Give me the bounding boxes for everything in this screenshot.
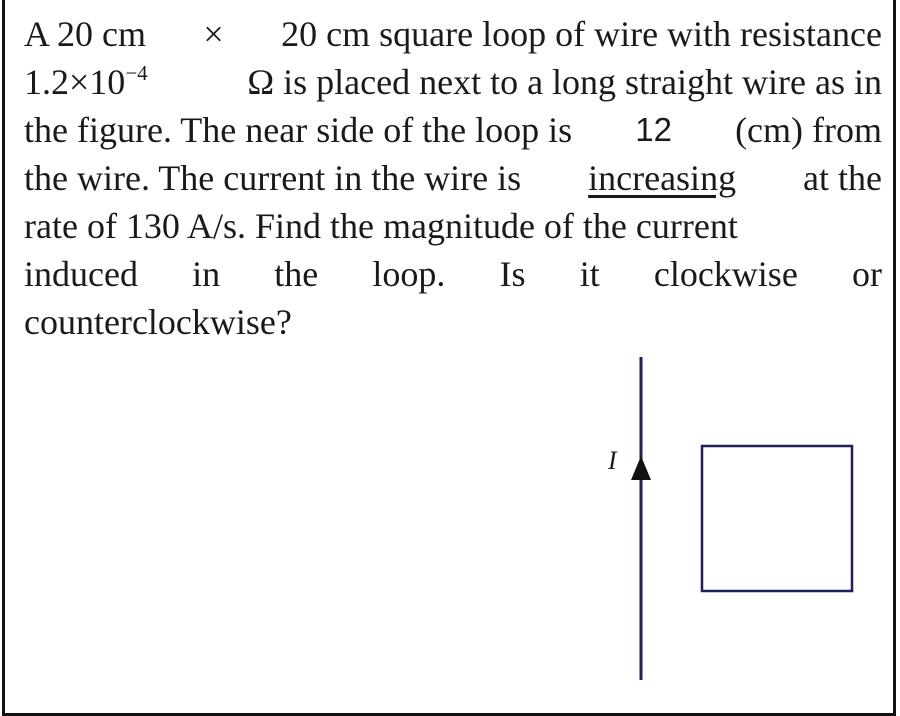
text-segment: counterclockwise? bbox=[24, 302, 292, 342]
problem-line-2 bbox=[24, 58, 882, 106]
problem-line-1 bbox=[24, 10, 882, 58]
word: Is bbox=[499, 254, 526, 294]
problem-line-5 bbox=[24, 202, 882, 250]
word: the bbox=[274, 254, 319, 294]
word: it bbox=[579, 254, 600, 294]
problem-line-4 bbox=[24, 154, 882, 202]
word: induced bbox=[24, 254, 138, 294]
word: clockwise bbox=[653, 254, 798, 294]
text-segment: rate of 130 A/s. Find the magnitude of the current bbox=[24, 206, 738, 246]
text-segment: the wire. The current in the wire is bbox=[24, 158, 522, 198]
text-segment: Ω is placed next to a long straight wire as in bbox=[247, 62, 882, 102]
problem-line-7 bbox=[24, 298, 882, 346]
resistance-mantissa: 1.2×10 bbox=[24, 62, 126, 102]
text-segment: the figure. The near side of the loop is bbox=[24, 110, 573, 150]
word: in bbox=[192, 254, 221, 294]
problem-line-3 bbox=[24, 106, 882, 154]
underlined-word: increasing bbox=[588, 158, 737, 198]
text-segment: (cm) from bbox=[735, 110, 882, 150]
resistance-value: 1.2×10−4 bbox=[24, 58, 148, 106]
text-segment: at the bbox=[803, 158, 882, 198]
word: loop. bbox=[372, 254, 446, 294]
problem-line-6 bbox=[24, 250, 882, 298]
text-segment: A 20 cm bbox=[24, 14, 146, 54]
text-segment: 20 cm square loop of wire with resistance bbox=[281, 14, 882, 54]
word: or bbox=[851, 254, 882, 294]
current-label: I bbox=[608, 446, 617, 475]
times-symbol: × bbox=[203, 14, 224, 54]
distance-value: 12 bbox=[635, 111, 672, 148]
problem-text bbox=[24, 10, 882, 346]
